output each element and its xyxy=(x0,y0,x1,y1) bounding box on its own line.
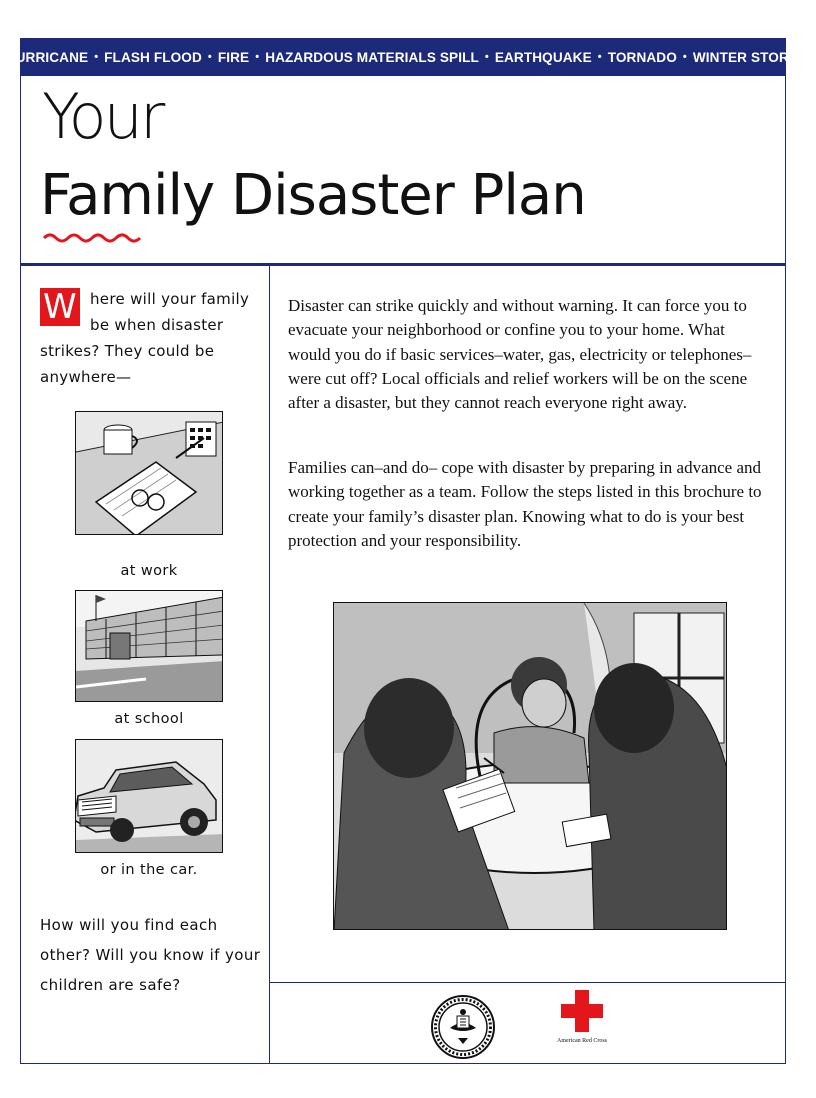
school-building-icon xyxy=(76,591,223,702)
banner-separator: • xyxy=(94,51,99,63)
body-paragraph-2: Families can–and do– cope with disaster by preparing in advance and working together as a team. Follow the steps listed in this brochure to create your family’s disaster plan. Knowing what to do is your best protection and your responsibility. xyxy=(288,458,762,550)
squiggle-underline-icon xyxy=(42,232,144,244)
family-planning-illustration xyxy=(333,602,727,930)
column-divider xyxy=(269,266,270,1063)
banner-item-flash-flood: FLASH FLOOD xyxy=(104,49,202,65)
banner-item-fire: FIRE xyxy=(217,49,250,65)
title-rule xyxy=(20,263,786,266)
red-cross-icon xyxy=(561,990,603,1032)
sidebar-intro-text: here will your family be when disaster strikes? They could be anywhere— xyxy=(40,290,250,386)
car-icon xyxy=(76,740,223,853)
at-work-illustration xyxy=(75,411,223,535)
caption-at-work: at work xyxy=(120,563,178,579)
in-the-car-illustration xyxy=(75,739,223,853)
body-paragraph-1: Disaster can strike quickly and without warning. It can force you to evacuate your neighborhood or confine you to your home. What would you do if basic services–water, gas, electricity or telephones–were cut off? Local officials and relief workers will be on the scene after a disaster, but they cannot reach everyone right away. xyxy=(288,296,752,413)
fema-seal-icon xyxy=(430,994,496,1060)
title-line-family-disaster-plan: Family Disaster Plan xyxy=(40,163,586,228)
sidebar-question: How will you find each other? Will you know if your children are safe? xyxy=(40,916,261,994)
banner-separator: • xyxy=(597,51,602,63)
hazard-banner xyxy=(5,38,801,76)
title-block xyxy=(20,76,786,264)
banner-item-earthquake: EARTHQUAKE xyxy=(494,49,592,65)
title-line-your: Your xyxy=(42,80,163,153)
drop-cap: W xyxy=(40,288,80,326)
banner-item-winter-storm: WINTER STORM xyxy=(692,49,801,65)
banner-separator: • xyxy=(255,51,260,63)
footer-divider xyxy=(270,982,786,983)
banner-separator: • xyxy=(207,51,212,63)
banner-item-tornado: TORNADO xyxy=(607,49,677,65)
banner-item-hazmat: HAZARDOUS MATERIALS SPILL xyxy=(265,49,479,65)
banner-separator: • xyxy=(682,51,687,63)
caption-in-the-car: or in the car. xyxy=(100,862,198,878)
family-at-table-icon xyxy=(334,603,727,930)
banner-separator: • xyxy=(484,51,489,63)
red-cross-label: American Red Cross xyxy=(557,1038,607,1044)
banner-item-hurricane: HURRICANE xyxy=(5,49,89,65)
caption-at-school: at school xyxy=(114,711,184,727)
desk-scene-icon xyxy=(76,412,223,535)
sidebar-intro xyxy=(40,286,265,390)
at-school-illustration xyxy=(75,590,223,702)
